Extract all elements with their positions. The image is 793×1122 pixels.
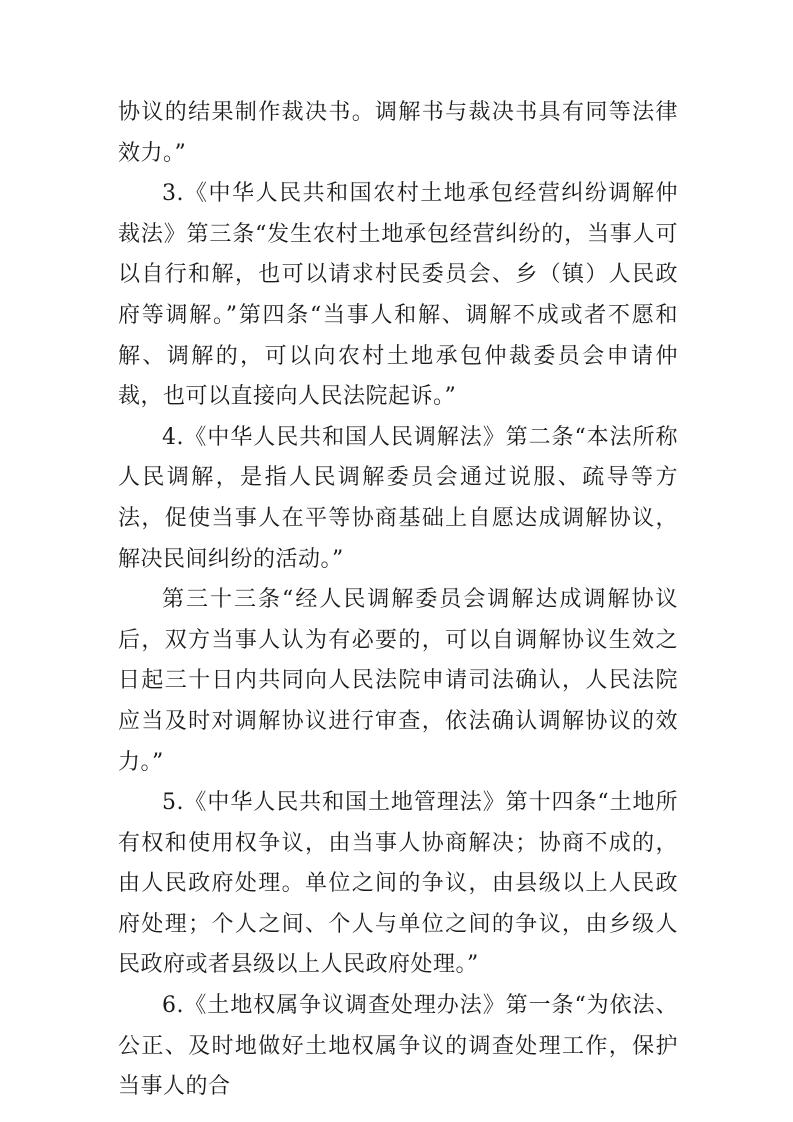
paragraph-continuation: 协议的结果制作裁决书。调解书与裁决书具有同等法律效力。” <box>118 100 678 166</box>
paragraph-item-5: 5.《中华人民共和国土地管理法》第十四条“土地所有权和使用权争议，由当事人协商解决；协商不成的，由人民政府处理。单位之间的争议，由县级以上人民政府处理；个人之间、个人与单位之间的争议，由乡级人民政府或者县级以上人民政府处理。” <box>118 790 678 978</box>
paragraph-item-4: 4.《中华人民共和国人民调解法》第二条“本法所称人民调解，是指人民调解委员会通过说服、疏导等方法，促使当事人在平等协商基础上自愿达成调解协议，解决民间纠纷的活动。” <box>118 424 678 572</box>
paragraph-item-6: 6.《土地权属争议调查处理办法》第一条“为依法、公正、及时地做好土地权属争议的调查处理工作，保护当事人的合 <box>118 993 678 1100</box>
paragraph-article-33: 第三十三条“经人民调解委员会调解达成调解协议后，双方当事人认为有必要的，可以自调解协议生效之日起三十日内共同向人民法院申请司法确认，人民法院应当及时对调解协议进行审查，依法确认调解协议的效力。” <box>118 587 678 775</box>
paragraph-item-3: 3.《中华人民共和国农村土地承包经营纠纷调解仲裁法》第三条“发生农村土地承包经营纠纷的，当事人可以自行和解，也可以请求村民委员会、乡（镇）人民政府等调解。”第四条“当事人和解、调解不成或者不愿和解、调解的，可以向农村土地承包仲裁委员会申请仲裁，也可以直接向人民法院起诉。” <box>118 181 678 410</box>
document-page <box>118 93 678 1108</box>
